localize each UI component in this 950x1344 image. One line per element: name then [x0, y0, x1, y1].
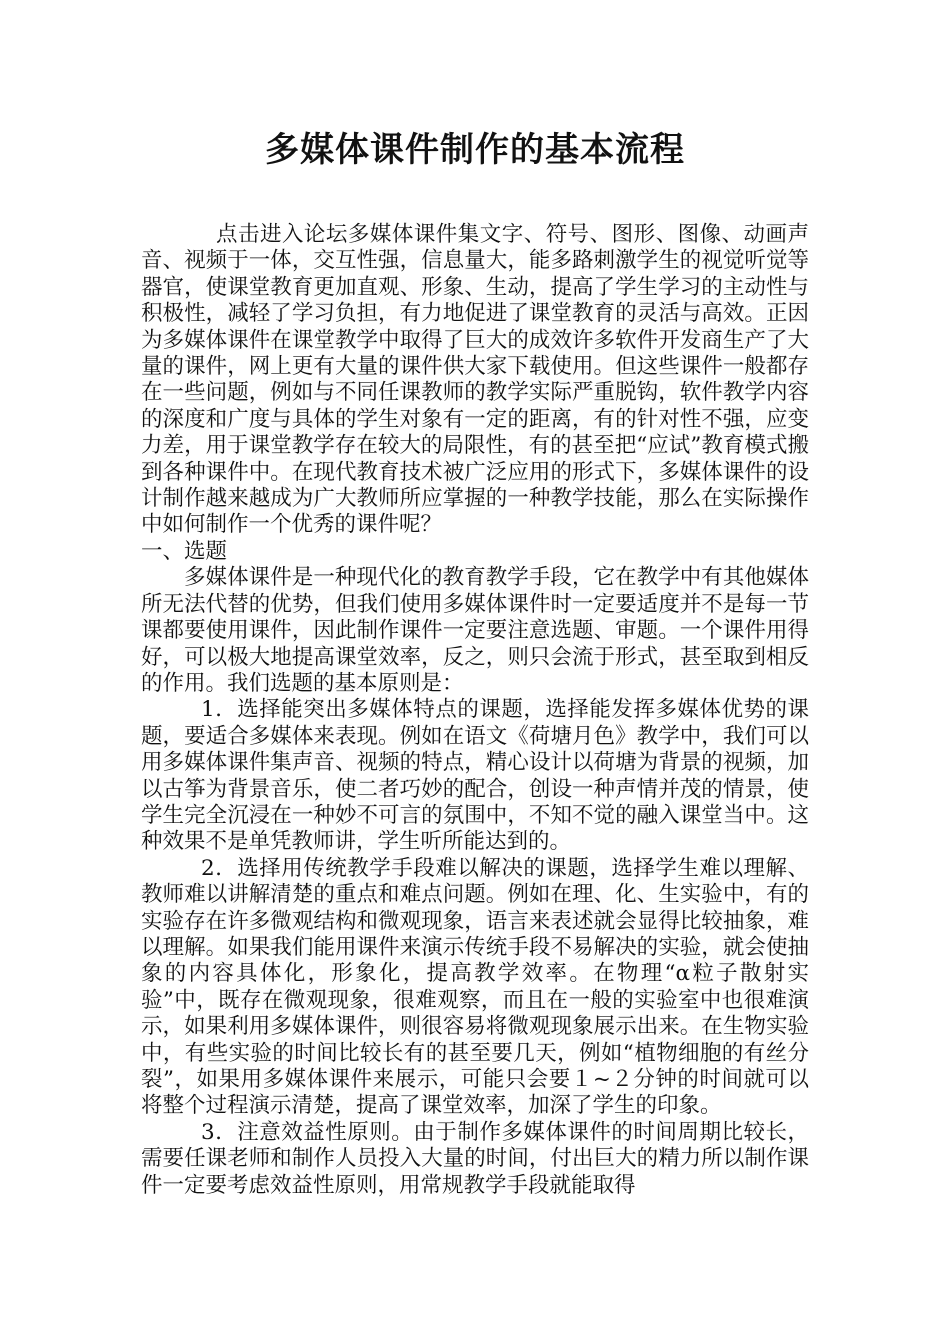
section-heading-topic-selection: 一、选题: [141, 538, 228, 564]
document-body: [141, 222, 809, 1199]
document-title: 多媒体课件制作的基本流程: [265, 130, 685, 170]
principle-item-2: 2．选择用传统教学手段难以解决的课题，选择学生难以理解、教师难以讲解清楚的重点和难点问题。例如在理、化、生实验中，有的实验存在许多微观结构和微观现象，语言来表述就会显得比较抽象，难以理解。如果我们能用课件来演示传统手段不易解决的实验，就会使抽象的内容具体化，形象化，提高教学效率。在物理“α粒子散射实验”中，既存在微观现象，很难观察，而且在一般的实验室中也很难演示，如果利用多媒体课件，则很容易将微观现象展示出来。在生物实验中，有些实验的时间比较长有的甚至要几天，例如“植物细胞的有丝分裂”，如果用多媒体课件来展示，可能只会要１~２分钟的时间就可以将整个过程演示清楚，提高了课堂效率，加深了学生的印象。: [141, 855, 809, 1119]
intro-paragraph: 点击进入论坛多媒体课件集文字、符号、图形、图像、动画声音、视频于一体，交互性强，信息量大，能多路刺激学生的视觉听觉等器官，使课堂教育更加直观、形象、生动，提高了学生学习的主动性与积极性，减轻了学习负担，有力地促进了课堂教育的灵活与高效。正因为多媒体课件在课堂教学中取得了巨大的成效许多软件开发商生产了大量的课件，网上更有大量的课件供大家下载使用。但这些课件一般都存在一些问题，例如与不同任课教师的教学实际严重脱钩，软件教学内容的深度和广度与具体的学生对象有一定的距离，有的针对性不强，应变力差，用于课堂教学存在较大的局限性，有的甚至把“应试”教育模式搬到各种课件中。在现代教育技术被广泛应用的形式下，多媒体课件的设计制作越来越成为广大教师所应掌握的一种教学技能，那么在实际操作中如何制作一个优秀的课件呢？: [141, 222, 809, 538]
principle-item-1: 1．选择能突出多媒体特点的课题，选择能发挥多媒体优势的课题，要适合多媒体来表现。例如在语文《荷塘月色》教学中，我们可以用多媒体课件集声音、视频的特点，精心设计以荷塘为背景的视频，加以古筝为背景音乐，使二者巧妙的配合，创设一种声情并茂的情景，使学生完全沉浸在一种妙不可言的氛围中，不知不觉的融入课堂当中。这种效果不是单凭教师讲，学生听所能达到的。: [141, 697, 809, 855]
principle-item-3: 3．注意效益性原则。由于制作多媒体课件的时间周期比较长，需要任课老师和制作人员投入大量的时间，付出巨大的精力所以制作课件一定要考虑效益性原则，用常规教学手段就能取得: [141, 1119, 809, 1198]
section-paragraph: 多媒体课件是一种现代化的教育教学手段，它在教学中有其他媒体所无法代替的优势，但我们使用多媒体课件时一定要适度并不是每一节课都要使用课件，因此制作课件一定要注意选题、审题。一个课件用得好，可以极大地提高课堂效率，反之，则只会流于形式，甚至取到相反的作用。我们选题的基本原则是：: [141, 565, 809, 696]
